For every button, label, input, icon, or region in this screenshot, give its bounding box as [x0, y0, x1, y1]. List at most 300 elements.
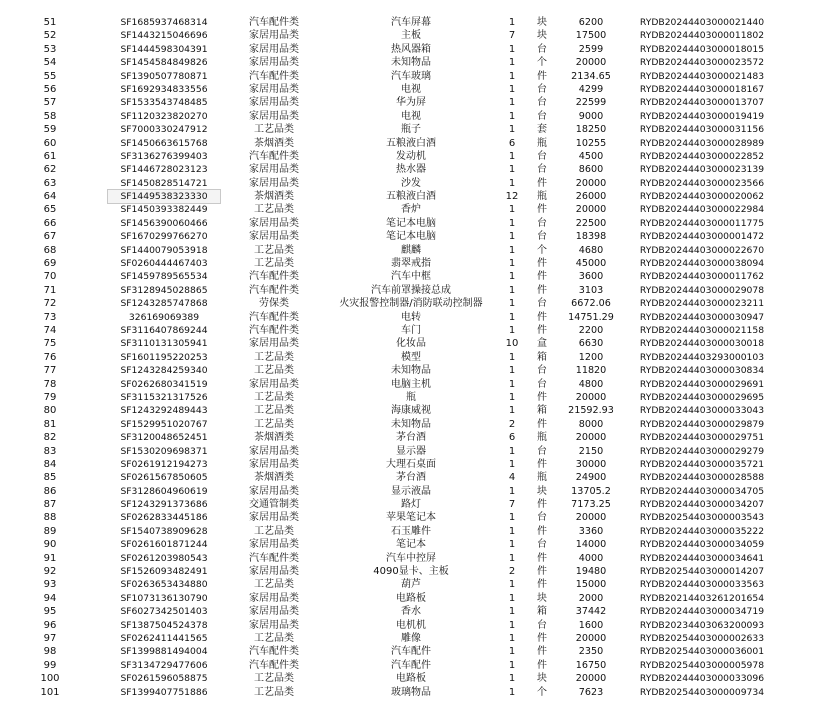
- cell-row-number[interactable]: 56: [43, 83, 57, 95]
- cell-tracking-number[interactable]: SF1073136130790: [120, 592, 208, 604]
- cell-category[interactable]: 家居用品类: [249, 43, 299, 55]
- cell-row-number[interactable]: 55: [43, 70, 57, 82]
- cell-category[interactable]: 茶烟酒类: [254, 432, 294, 444]
- cell-quantity[interactable]: 1: [508, 686, 516, 698]
- cell-amount[interactable]: 18398: [575, 231, 607, 243]
- table-row[interactable]: [0, 364, 826, 377]
- cell-category[interactable]: 汽车配件类: [249, 284, 299, 296]
- cell-amount[interactable]: 3360: [578, 525, 604, 537]
- cell-unit[interactable]: 瓶: [537, 432, 547, 444]
- cell-item-name[interactable]: 翡翠戒指: [391, 258, 431, 270]
- cell-quantity[interactable]: 6: [508, 432, 516, 444]
- cell-row-number[interactable]: 66: [43, 217, 57, 229]
- cell-quantity[interactable]: 1: [508, 458, 516, 470]
- table-row[interactable]: [0, 163, 826, 176]
- cell-amount[interactable]: 6630: [578, 338, 604, 350]
- table-row[interactable]: [0, 16, 826, 29]
- cell-declaration-number[interactable]: RYDB20254403000003543: [639, 512, 765, 524]
- cell-item-name[interactable]: 瓶: [406, 391, 416, 403]
- cell-row-number[interactable]: 88: [43, 512, 57, 524]
- cell-row-number[interactable]: 100: [40, 673, 60, 685]
- cell-unit[interactable]: 个: [537, 686, 547, 698]
- cell-category[interactable]: 家居用品类: [249, 592, 299, 604]
- cell-declaration-number[interactable]: RYDB20244403000038094: [639, 258, 765, 270]
- cell-item-name[interactable]: 汽车配件: [391, 646, 431, 658]
- cell-unit[interactable]: 件: [537, 284, 547, 296]
- cell-declaration-number[interactable]: RYDB20244403000034207: [639, 499, 765, 511]
- cell-category[interactable]: 汽车配件类: [249, 311, 299, 323]
- cell-row-number[interactable]: 69: [43, 258, 57, 270]
- cell-declaration-number[interactable]: RYDB20244403000034059: [639, 539, 765, 551]
- cell-quantity[interactable]: 1: [508, 298, 516, 310]
- cell-declaration-number[interactable]: RYDB20244403000034705: [639, 485, 765, 497]
- cell-declaration-number[interactable]: RYDB20244403000020062: [639, 191, 765, 203]
- cell-amount[interactable]: 20000: [575, 432, 607, 444]
- cell-row-number[interactable]: 82: [43, 432, 57, 444]
- cell-category[interactable]: 家居用品类: [249, 217, 299, 229]
- cell-quantity[interactable]: 1: [508, 391, 516, 403]
- table-row[interactable]: [0, 203, 826, 216]
- cell-declaration-number[interactable]: RYDB20214403261201654: [639, 592, 765, 604]
- cell-category[interactable]: 工艺品类: [254, 351, 294, 363]
- cell-amount[interactable]: 20000: [575, 673, 607, 685]
- cell-category[interactable]: 家居用品类: [249, 378, 299, 390]
- table-row[interactable]: [0, 150, 826, 163]
- cell-quantity[interactable]: 1: [508, 378, 516, 390]
- cell-amount[interactable]: 4500: [578, 150, 604, 162]
- cell-tracking-number[interactable]: SF1450393382449: [120, 204, 208, 216]
- cell-category[interactable]: 工艺品类: [254, 632, 294, 644]
- cell-amount[interactable]: 26000: [575, 191, 607, 203]
- cell-category[interactable]: 家居用品类: [249, 110, 299, 122]
- cell-quantity[interactable]: 1: [508, 17, 516, 28]
- cell-declaration-number[interactable]: RYDB20254403000002633: [639, 632, 765, 644]
- cell-unit[interactable]: 件: [537, 418, 547, 430]
- cell-amount[interactable]: 18250: [575, 124, 607, 136]
- cell-item-name[interactable]: 笔记本: [396, 539, 426, 551]
- cell-quantity[interactable]: 1: [508, 311, 516, 323]
- cell-declaration-number[interactable]: RYDB20254403000036001: [639, 646, 765, 658]
- cell-tracking-number[interactable]: SF1449538323330: [108, 190, 220, 203]
- cell-declaration-number[interactable]: RYDB20244403000021158: [639, 324, 765, 336]
- cell-quantity[interactable]: 2: [508, 566, 516, 578]
- cell-row-number[interactable]: 95: [43, 606, 57, 618]
- cell-amount[interactable]: 7173.25: [571, 499, 611, 511]
- cell-amount[interactable]: 20000: [575, 177, 607, 189]
- cell-tracking-number[interactable]: SF1526093482491: [120, 566, 208, 578]
- cell-declaration-number[interactable]: RYDB20244403000022670: [639, 244, 765, 256]
- cell-declaration-number[interactable]: RYDB20244403000001472: [639, 231, 765, 243]
- cell-unit[interactable]: 台: [537, 365, 547, 377]
- cell-tracking-number[interactable]: SF1450828514721: [120, 177, 208, 189]
- cell-declaration-number[interactable]: RYDB20244403000018015: [639, 43, 765, 55]
- table-row[interactable]: [0, 445, 826, 458]
- cell-amount[interactable]: 20000: [575, 512, 607, 524]
- table-row[interactable]: [0, 632, 826, 645]
- cell-quantity[interactable]: 1: [508, 70, 516, 82]
- cell-tracking-number[interactable]: SF3136276399403: [120, 150, 208, 162]
- cell-row-number[interactable]: 62: [43, 164, 57, 176]
- cell-amount[interactable]: 2150: [578, 445, 604, 457]
- cell-category[interactable]: 家居用品类: [249, 177, 299, 189]
- cell-amount[interactable]: 45000: [575, 258, 607, 270]
- cell-tracking-number[interactable]: SF1243292489443: [120, 405, 208, 417]
- cell-unit[interactable]: 瓶: [537, 472, 547, 484]
- cell-item-name[interactable]: 车门: [401, 324, 421, 336]
- cell-quantity[interactable]: 1: [508, 592, 516, 604]
- cell-item-name[interactable]: 电路板: [396, 673, 426, 685]
- cell-row-number[interactable]: 94: [43, 592, 57, 604]
- table-row[interactable]: [0, 297, 826, 310]
- cell-tracking-number[interactable]: SF0261567850605: [120, 472, 208, 484]
- cell-item-name[interactable]: 未知物品: [391, 365, 431, 377]
- table-row[interactable]: [0, 244, 826, 257]
- cell-category[interactable]: 家居用品类: [249, 445, 299, 457]
- cell-amount[interactable]: 19480: [575, 566, 607, 578]
- cell-row-number[interactable]: 60: [43, 137, 57, 149]
- cell-row-number[interactable]: 89: [43, 525, 57, 537]
- cell-row-number[interactable]: 86: [43, 485, 57, 497]
- cell-declaration-number[interactable]: RYDB20244403000030018: [639, 338, 765, 350]
- cell-declaration-number[interactable]: RYDB20244403000029279: [639, 445, 765, 457]
- cell-unit[interactable]: 箱: [537, 351, 547, 363]
- cell-quantity[interactable]: 1: [508, 445, 516, 457]
- cell-amount[interactable]: 14000: [575, 539, 607, 551]
- cell-tracking-number[interactable]: SF0263653434880: [120, 579, 208, 591]
- cell-quantity[interactable]: 7: [508, 499, 516, 511]
- cell-category[interactable]: 家居用品类: [249, 231, 299, 243]
- cell-row-number[interactable]: 52: [43, 30, 57, 42]
- cell-quantity[interactable]: 1: [508, 57, 516, 69]
- cell-category[interactable]: 家居用品类: [249, 97, 299, 109]
- cell-tracking-number[interactable]: SF0261912194273: [120, 458, 208, 470]
- table-row[interactable]: [0, 257, 826, 270]
- cell-item-name[interactable]: 未知物品: [391, 418, 431, 430]
- cell-amount[interactable]: 6672.06: [571, 298, 611, 310]
- cell-category[interactable]: 茶烟酒类: [254, 472, 294, 484]
- cell-amount[interactable]: 2134.65: [571, 70, 611, 82]
- cell-row-number[interactable]: 72: [43, 298, 57, 310]
- cell-tracking-number[interactable]: SF1685937468314: [120, 17, 208, 28]
- table-row[interactable]: [0, 83, 826, 96]
- cell-amount[interactable]: 8000: [578, 418, 604, 430]
- cell-unit[interactable]: 瓶: [537, 137, 547, 149]
- cell-quantity[interactable]: 1: [508, 365, 516, 377]
- cell-item-name[interactable]: 热水器: [396, 164, 426, 176]
- cell-amount[interactable]: 2000: [578, 592, 604, 604]
- cell-quantity[interactable]: 1: [508, 164, 516, 176]
- cell-category[interactable]: 家居用品类: [249, 606, 299, 618]
- cell-tracking-number[interactable]: SF1399881494004: [120, 646, 208, 658]
- cell-unit[interactable]: 块: [537, 592, 547, 604]
- cell-declaration-number[interactable]: RYDB20244403000021440: [639, 17, 765, 28]
- cell-tracking-number[interactable]: SF3128945028865: [120, 284, 208, 296]
- cell-item-name[interactable]: 麒麟: [401, 244, 421, 256]
- table-row[interactable]: [0, 565, 826, 578]
- cell-row-number[interactable]: 99: [43, 659, 57, 671]
- cell-declaration-number[interactable]: RYDB20244403000011762: [639, 271, 765, 283]
- cell-amount[interactable]: 20000: [575, 391, 607, 403]
- cell-tracking-number[interactable]: SF1120323820270: [120, 110, 208, 122]
- cell-declaration-number[interactable]: RYDB20244403000011802: [639, 30, 765, 42]
- cell-tracking-number[interactable]: SF1540738909628: [120, 525, 208, 537]
- cell-category[interactable]: 家居用品类: [249, 30, 299, 42]
- cell-category[interactable]: 汽车配件类: [249, 659, 299, 671]
- cell-amount[interactable]: 16750: [575, 659, 607, 671]
- cell-item-name[interactable]: 电视: [401, 110, 421, 122]
- cell-declaration-number[interactable]: RYDB20244403000011775: [639, 217, 765, 229]
- cell-row-number[interactable]: 68: [43, 244, 57, 256]
- cell-item-name[interactable]: 路灯: [401, 499, 421, 511]
- cell-unit[interactable]: 台: [537, 97, 547, 109]
- cell-declaration-number[interactable]: RYDB20244403000022984: [639, 204, 765, 216]
- cell-unit[interactable]: 件: [537, 646, 547, 658]
- cell-unit[interactable]: 台: [537, 83, 547, 95]
- cell-amount[interactable]: 30000: [575, 458, 607, 470]
- cell-tracking-number[interactable]: SF3120048652451: [120, 432, 208, 444]
- cell-quantity[interactable]: 1: [508, 110, 516, 122]
- table-row[interactable]: [0, 56, 826, 69]
- cell-row-number[interactable]: 81: [43, 418, 57, 430]
- cell-amount[interactable]: 2200: [578, 324, 604, 336]
- cell-amount[interactable]: 21592.93: [568, 405, 614, 417]
- cell-quantity[interactable]: 1: [508, 485, 516, 497]
- table-row[interactable]: [0, 351, 826, 364]
- cell-amount[interactable]: 24900: [575, 472, 607, 484]
- cell-tracking-number[interactable]: SF1243285747868: [120, 298, 208, 310]
- cell-row-number[interactable]: 63: [43, 177, 57, 189]
- cell-row-number[interactable]: 87: [43, 499, 57, 511]
- cell-quantity[interactable]: 1: [508, 579, 516, 591]
- cell-row-number[interactable]: 67: [43, 231, 57, 243]
- cell-category[interactable]: 汽车配件类: [249, 70, 299, 82]
- cell-amount[interactable]: 10255: [575, 137, 607, 149]
- cell-tracking-number[interactable]: SF1243284259340: [120, 365, 208, 377]
- cell-category[interactable]: 汽车配件类: [249, 150, 299, 162]
- cell-unit[interactable]: 块: [537, 673, 547, 685]
- cell-category[interactable]: 汽车配件类: [249, 552, 299, 564]
- cell-tracking-number[interactable]: SF7000330247912: [120, 124, 208, 136]
- cell-category[interactable]: 工艺品类: [254, 365, 294, 377]
- cell-unit[interactable]: 件: [537, 632, 547, 644]
- cell-declaration-number[interactable]: RYDB20244403000028989: [639, 137, 765, 149]
- cell-item-name[interactable]: 电视: [401, 83, 421, 95]
- cell-unit[interactable]: 台: [537, 150, 547, 162]
- cell-tracking-number[interactable]: SF1390507780871: [120, 70, 208, 82]
- cell-unit[interactable]: 块: [537, 17, 547, 28]
- cell-quantity[interactable]: 1: [508, 124, 516, 136]
- cell-item-name[interactable]: 热风器箱: [391, 43, 431, 55]
- cell-item-name[interactable]: 笔记本电脑: [386, 231, 436, 243]
- cell-quantity[interactable]: 1: [508, 539, 516, 551]
- cell-unit[interactable]: 件: [537, 525, 547, 537]
- table-row[interactable]: [0, 311, 826, 324]
- cell-item-name[interactable]: 模型: [401, 351, 421, 363]
- cell-unit[interactable]: 件: [537, 566, 547, 578]
- cell-category[interactable]: 汽车配件类: [249, 646, 299, 658]
- cell-item-name[interactable]: 显示液晶: [391, 485, 431, 497]
- cell-declaration-number[interactable]: RYDB20244403293000103: [639, 351, 765, 363]
- cell-declaration-number[interactable]: RYDB20244403000018167: [639, 83, 765, 95]
- table-row[interactable]: [0, 391, 826, 404]
- table-row[interactable]: [0, 270, 826, 283]
- cell-unit[interactable]: 台: [537, 619, 547, 631]
- cell-quantity[interactable]: 1: [508, 619, 516, 631]
- cell-amount[interactable]: 11820: [575, 365, 607, 377]
- cell-amount[interactable]: 2350: [578, 646, 604, 658]
- cell-row-number[interactable]: 85: [43, 472, 57, 484]
- cell-item-name[interactable]: 汽车屏幕: [391, 17, 431, 28]
- cell-category[interactable]: 工艺品类: [254, 686, 294, 698]
- cell-declaration-number[interactable]: RYDB20244403000023139: [639, 164, 765, 176]
- cell-category[interactable]: 汽车配件类: [249, 17, 299, 28]
- table-row[interactable]: [0, 592, 826, 605]
- table-row[interactable]: [0, 498, 826, 511]
- cell-declaration-number[interactable]: RYDB20244403000022852: [639, 150, 765, 162]
- cell-amount[interactable]: 17500: [575, 30, 607, 42]
- cell-row-number[interactable]: 78: [43, 378, 57, 390]
- cell-row-number[interactable]: 59: [43, 124, 57, 136]
- cell-row-number[interactable]: 76: [43, 351, 57, 363]
- cell-category[interactable]: 工艺品类: [254, 391, 294, 403]
- cell-item-name[interactable]: 汽车中框: [391, 271, 431, 283]
- cell-quantity[interactable]: 1: [508, 97, 516, 109]
- cell-declaration-number[interactable]: RYDB20244403000029695: [639, 391, 765, 403]
- cell-amount[interactable]: 20000: [575, 632, 607, 644]
- cell-category[interactable]: 工艺品类: [254, 204, 294, 216]
- cell-declaration-number[interactable]: RYDB20244403000030834: [639, 365, 765, 377]
- cell-row-number[interactable]: 65: [43, 204, 57, 216]
- cell-tracking-number[interactable]: SF0262680341519: [120, 378, 208, 390]
- cell-amount[interactable]: 9000: [578, 110, 604, 122]
- cell-item-name[interactable]: 瓶子: [401, 124, 421, 136]
- cell-unit[interactable]: 件: [537, 659, 547, 671]
- cell-item-name[interactable]: 大理石桌面: [386, 458, 436, 470]
- cell-unit[interactable]: 件: [537, 258, 547, 270]
- cell-unit[interactable]: 件: [537, 204, 547, 216]
- table-row[interactable]: [0, 552, 826, 565]
- cell-row-number[interactable]: 53: [43, 43, 57, 55]
- table-row[interactable]: [0, 686, 826, 699]
- cell-tracking-number[interactable]: SF1446728023123: [120, 164, 208, 176]
- cell-unit[interactable]: 块: [537, 485, 547, 497]
- table-row[interactable]: [0, 619, 826, 632]
- cell-item-name[interactable]: 笔记本电脑: [386, 217, 436, 229]
- cell-row-number[interactable]: 70: [43, 271, 57, 283]
- cell-unit[interactable]: 件: [537, 499, 547, 511]
- cell-category[interactable]: 家居用品类: [249, 164, 299, 176]
- cell-tracking-number[interactable]: SF3134729477606: [120, 659, 208, 671]
- table-row[interactable]: [0, 123, 826, 136]
- cell-declaration-number[interactable]: RYDB20244403000033563: [639, 579, 765, 591]
- cell-item-name[interactable]: 电脑主机: [391, 378, 431, 390]
- cell-tracking-number[interactable]: SF1399407751886: [120, 686, 208, 698]
- table-row[interactable]: [0, 605, 826, 618]
- cell-tracking-number[interactable]: SF1243291373686: [120, 499, 208, 511]
- cell-amount[interactable]: 14751.29: [568, 311, 614, 323]
- cell-quantity[interactable]: 1: [508, 271, 516, 283]
- cell-item-name[interactable]: 显示器: [396, 445, 426, 457]
- cell-tracking-number[interactable]: 326169069389: [128, 311, 200, 323]
- cell-row-number[interactable]: 79: [43, 391, 57, 403]
- cell-category[interactable]: 家居用品类: [249, 458, 299, 470]
- cell-amount[interactable]: 7623: [578, 686, 604, 698]
- cell-row-number[interactable]: 80: [43, 405, 57, 417]
- cell-declaration-number[interactable]: RYDB20244403000019419: [639, 110, 765, 122]
- cell-row-number[interactable]: 91: [43, 552, 57, 564]
- cell-item-name[interactable]: 发动机: [396, 150, 426, 162]
- cell-unit[interactable]: 件: [537, 579, 547, 591]
- cell-tracking-number[interactable]: SF1456390060466: [120, 217, 208, 229]
- cell-row-number[interactable]: 92: [43, 566, 57, 578]
- table-row[interactable]: [0, 404, 826, 417]
- cell-category[interactable]: 家居用品类: [249, 57, 299, 69]
- cell-unit[interactable]: 件: [537, 391, 547, 403]
- cell-amount[interactable]: 2599: [578, 43, 604, 55]
- table-row[interactable]: [0, 538, 826, 551]
- cell-unit[interactable]: 块: [537, 30, 547, 42]
- cell-category[interactable]: 家居用品类: [249, 619, 299, 631]
- cell-category[interactable]: 工艺品类: [254, 258, 294, 270]
- cell-quantity[interactable]: 1: [508, 405, 516, 417]
- cell-unit[interactable]: 台: [537, 512, 547, 524]
- cell-item-name[interactable]: 电路板: [396, 592, 426, 604]
- cell-item-name[interactable]: 汽车前罩操接总成: [371, 284, 451, 296]
- cell-quantity[interactable]: 1: [508, 351, 516, 363]
- table-row[interactable]: [0, 337, 826, 350]
- cell-unit[interactable]: 台: [537, 164, 547, 176]
- cell-amount[interactable]: 20000: [575, 57, 607, 69]
- cell-quantity[interactable]: 1: [508, 659, 516, 671]
- cell-row-number[interactable]: 58: [43, 110, 57, 122]
- cell-category[interactable]: 家居用品类: [249, 512, 299, 524]
- cell-category[interactable]: 工艺品类: [254, 579, 294, 591]
- table-row[interactable]: [0, 217, 826, 230]
- cell-declaration-number[interactable]: RYDB20244403000035721: [639, 458, 765, 470]
- cell-row-number[interactable]: 54: [43, 57, 57, 69]
- cell-item-name[interactable]: 茅台酒: [396, 432, 426, 444]
- table-row[interactable]: [0, 418, 826, 431]
- cell-tracking-number[interactable]: SF0262411441565: [120, 632, 208, 644]
- cell-quantity[interactable]: 4: [508, 472, 516, 484]
- table-row[interactable]: [0, 378, 826, 391]
- cell-amount[interactable]: 4800: [578, 378, 604, 390]
- cell-quantity[interactable]: 1: [508, 204, 516, 216]
- cell-quantity[interactable]: 12: [505, 191, 519, 203]
- cell-row-number[interactable]: 96: [43, 619, 57, 631]
- cell-quantity[interactable]: 1: [508, 177, 516, 189]
- cell-row-number[interactable]: 74: [43, 324, 57, 336]
- cell-item-name[interactable]: 华为屏: [396, 97, 426, 109]
- cell-item-name[interactable]: 五粮液白酒: [386, 137, 436, 149]
- cell-declaration-number[interactable]: RYDB20244403000021483: [639, 70, 765, 82]
- cell-row-number[interactable]: 93: [43, 579, 57, 591]
- cell-declaration-number[interactable]: RYDB20254403000014207: [639, 566, 765, 578]
- cell-unit[interactable]: 件: [537, 552, 547, 564]
- cell-item-name[interactable]: 海康威视: [391, 405, 431, 417]
- table-row[interactable]: [0, 511, 826, 524]
- cell-row-number[interactable]: 61: [43, 150, 57, 162]
- cell-amount[interactable]: 3600: [578, 271, 604, 283]
- cell-item-name[interactable]: 苹果笔记本: [386, 512, 436, 524]
- cell-declaration-number[interactable]: RYDB20244403000023566: [639, 177, 765, 189]
- cell-quantity[interactable]: 7: [508, 30, 516, 42]
- cell-quantity[interactable]: 1: [508, 83, 516, 95]
- cell-row-number[interactable]: 71: [43, 284, 57, 296]
- cell-item-name[interactable]: 化妆品: [396, 338, 426, 350]
- cell-quantity[interactable]: 1: [508, 244, 516, 256]
- cell-row-number[interactable]: 84: [43, 458, 57, 470]
